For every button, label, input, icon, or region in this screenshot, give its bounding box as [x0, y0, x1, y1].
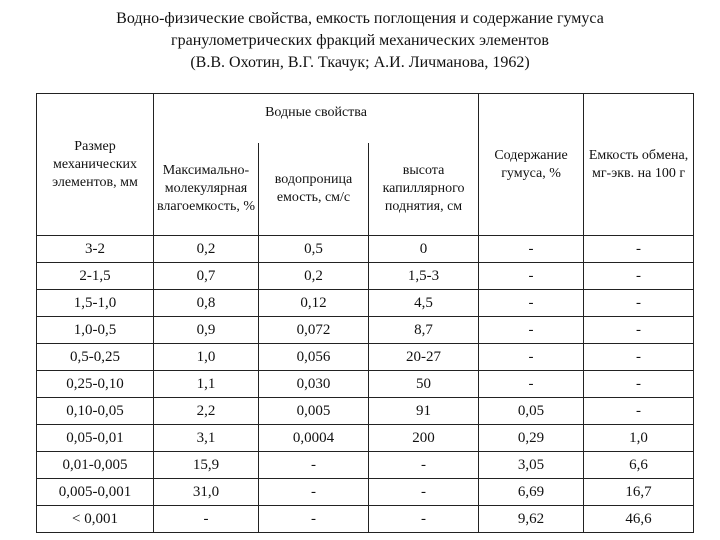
- header-humus: Содержание гумуса, %: [479, 94, 584, 236]
- table-cell: 0,030: [259, 371, 369, 398]
- table-cell: 0,05: [479, 398, 584, 425]
- table-cell: 6,6: [584, 452, 694, 479]
- title-line-2: гранулометрических фракций механических элементов: [171, 32, 549, 49]
- table-cell: 1,0-0,5: [37, 317, 154, 344]
- table-cell: -: [259, 506, 369, 533]
- table-cell: -: [479, 263, 584, 290]
- table-cell: 0: [369, 236, 479, 263]
- table-cell: 6,69: [479, 479, 584, 506]
- table-cell: 0,2: [154, 236, 259, 263]
- table-cell: 0,29: [479, 425, 584, 452]
- table-cell: 0,005-0,001: [37, 479, 154, 506]
- table-cell: 0,7: [154, 263, 259, 290]
- table-cell: -: [479, 236, 584, 263]
- table-cell: -: [369, 506, 479, 533]
- table-cell: -: [584, 317, 694, 344]
- table-cell: -: [479, 290, 584, 317]
- table-cell: 0,10-0,05: [37, 398, 154, 425]
- table-cell: 0,9: [154, 317, 259, 344]
- table-cell: 0,01-0,005: [37, 452, 154, 479]
- table-cell: 2,2: [154, 398, 259, 425]
- table-cell: 20-27: [369, 344, 479, 371]
- table-row: [37, 263, 694, 290]
- header-permeability: водопроница емость, см/с: [259, 143, 369, 236]
- table-cell: 91: [369, 398, 479, 425]
- table-cell: 2-1,5: [37, 263, 154, 290]
- table-cell: -: [369, 479, 479, 506]
- table-cell: 3,1: [154, 425, 259, 452]
- table-cell: -: [259, 452, 369, 479]
- table-cell: 50: [369, 371, 479, 398]
- table-cell: 0,072: [259, 317, 369, 344]
- table-cell: 0,05-0,01: [37, 425, 154, 452]
- table-cell: 16,7: [584, 479, 694, 506]
- table-cell: 0,056: [259, 344, 369, 371]
- table-cell: -: [479, 344, 584, 371]
- table-cell: 8,7: [369, 317, 479, 344]
- table-cell: 1,0: [584, 425, 694, 452]
- table-cell: 200: [369, 425, 479, 452]
- table-cell: 46,6: [584, 506, 694, 533]
- table-cell: 0,0004: [259, 425, 369, 452]
- table-cell: -: [584, 263, 694, 290]
- table-row: [37, 479, 694, 506]
- table-cell: 0,12: [259, 290, 369, 317]
- table-body: [37, 236, 694, 533]
- table-row: [37, 344, 694, 371]
- table-cell: 31,0: [154, 479, 259, 506]
- table-cell: -: [479, 371, 584, 398]
- table-cell: -: [584, 371, 694, 398]
- table-cell: -: [584, 236, 694, 263]
- table-row: [37, 290, 694, 317]
- table-cell: 3,05: [479, 452, 584, 479]
- table-row: [37, 236, 694, 263]
- table-cell: -: [584, 344, 694, 371]
- header-capillary: высота капиллярного поднятия, см: [369, 143, 479, 236]
- table-cell: 1,5-3: [369, 263, 479, 290]
- table-row: [37, 506, 694, 533]
- table-row: [37, 452, 694, 479]
- table-cell: 0,5: [259, 236, 369, 263]
- table-cell: -: [154, 506, 259, 533]
- table-cell: 1,1: [154, 371, 259, 398]
- table-cell: 3-2: [37, 236, 154, 263]
- table-cell: -: [259, 479, 369, 506]
- title-line-1: Водно-физические свойства, емкость поглощения и содержание гумуса: [116, 10, 604, 27]
- table-row: [37, 371, 694, 398]
- header-size: Размер механических элементов, мм: [37, 94, 154, 236]
- table-cell: 1,5-1,0: [37, 290, 154, 317]
- header-capacity: Емкость обмена, мг-экв. на 100 г: [584, 94, 694, 236]
- table-cell: 15,9: [154, 452, 259, 479]
- table-cell: -: [479, 317, 584, 344]
- title-line-3: (В.В. Охотин, В.Г. Ткачук; А.И. Личманова, 1962): [190, 54, 530, 71]
- table-cell: 0,8: [154, 290, 259, 317]
- table-cell: -: [584, 398, 694, 425]
- table-cell: 0,2: [259, 263, 369, 290]
- table-row: [37, 425, 694, 452]
- table-cell: 4,5: [369, 290, 479, 317]
- document-title: [0, 8, 720, 74]
- table-cell: -: [584, 290, 694, 317]
- properties-table: [36, 93, 694, 533]
- header-max-molecular: Максимально-молекулярная влагоемкость, %: [154, 143, 259, 236]
- table-cell: 0,5-0,25: [37, 344, 154, 371]
- table-cell: < 0,001: [37, 506, 154, 533]
- table-cell: 0,25-0,10: [37, 371, 154, 398]
- table-cell: 0,005: [259, 398, 369, 425]
- table-row: [37, 317, 694, 344]
- table-cell: 9,62: [479, 506, 584, 533]
- table-row: [37, 398, 694, 425]
- table-cell: 1,0: [154, 344, 259, 371]
- table-cell: -: [369, 452, 479, 479]
- header-water-properties: Водные свойства: [154, 94, 479, 143]
